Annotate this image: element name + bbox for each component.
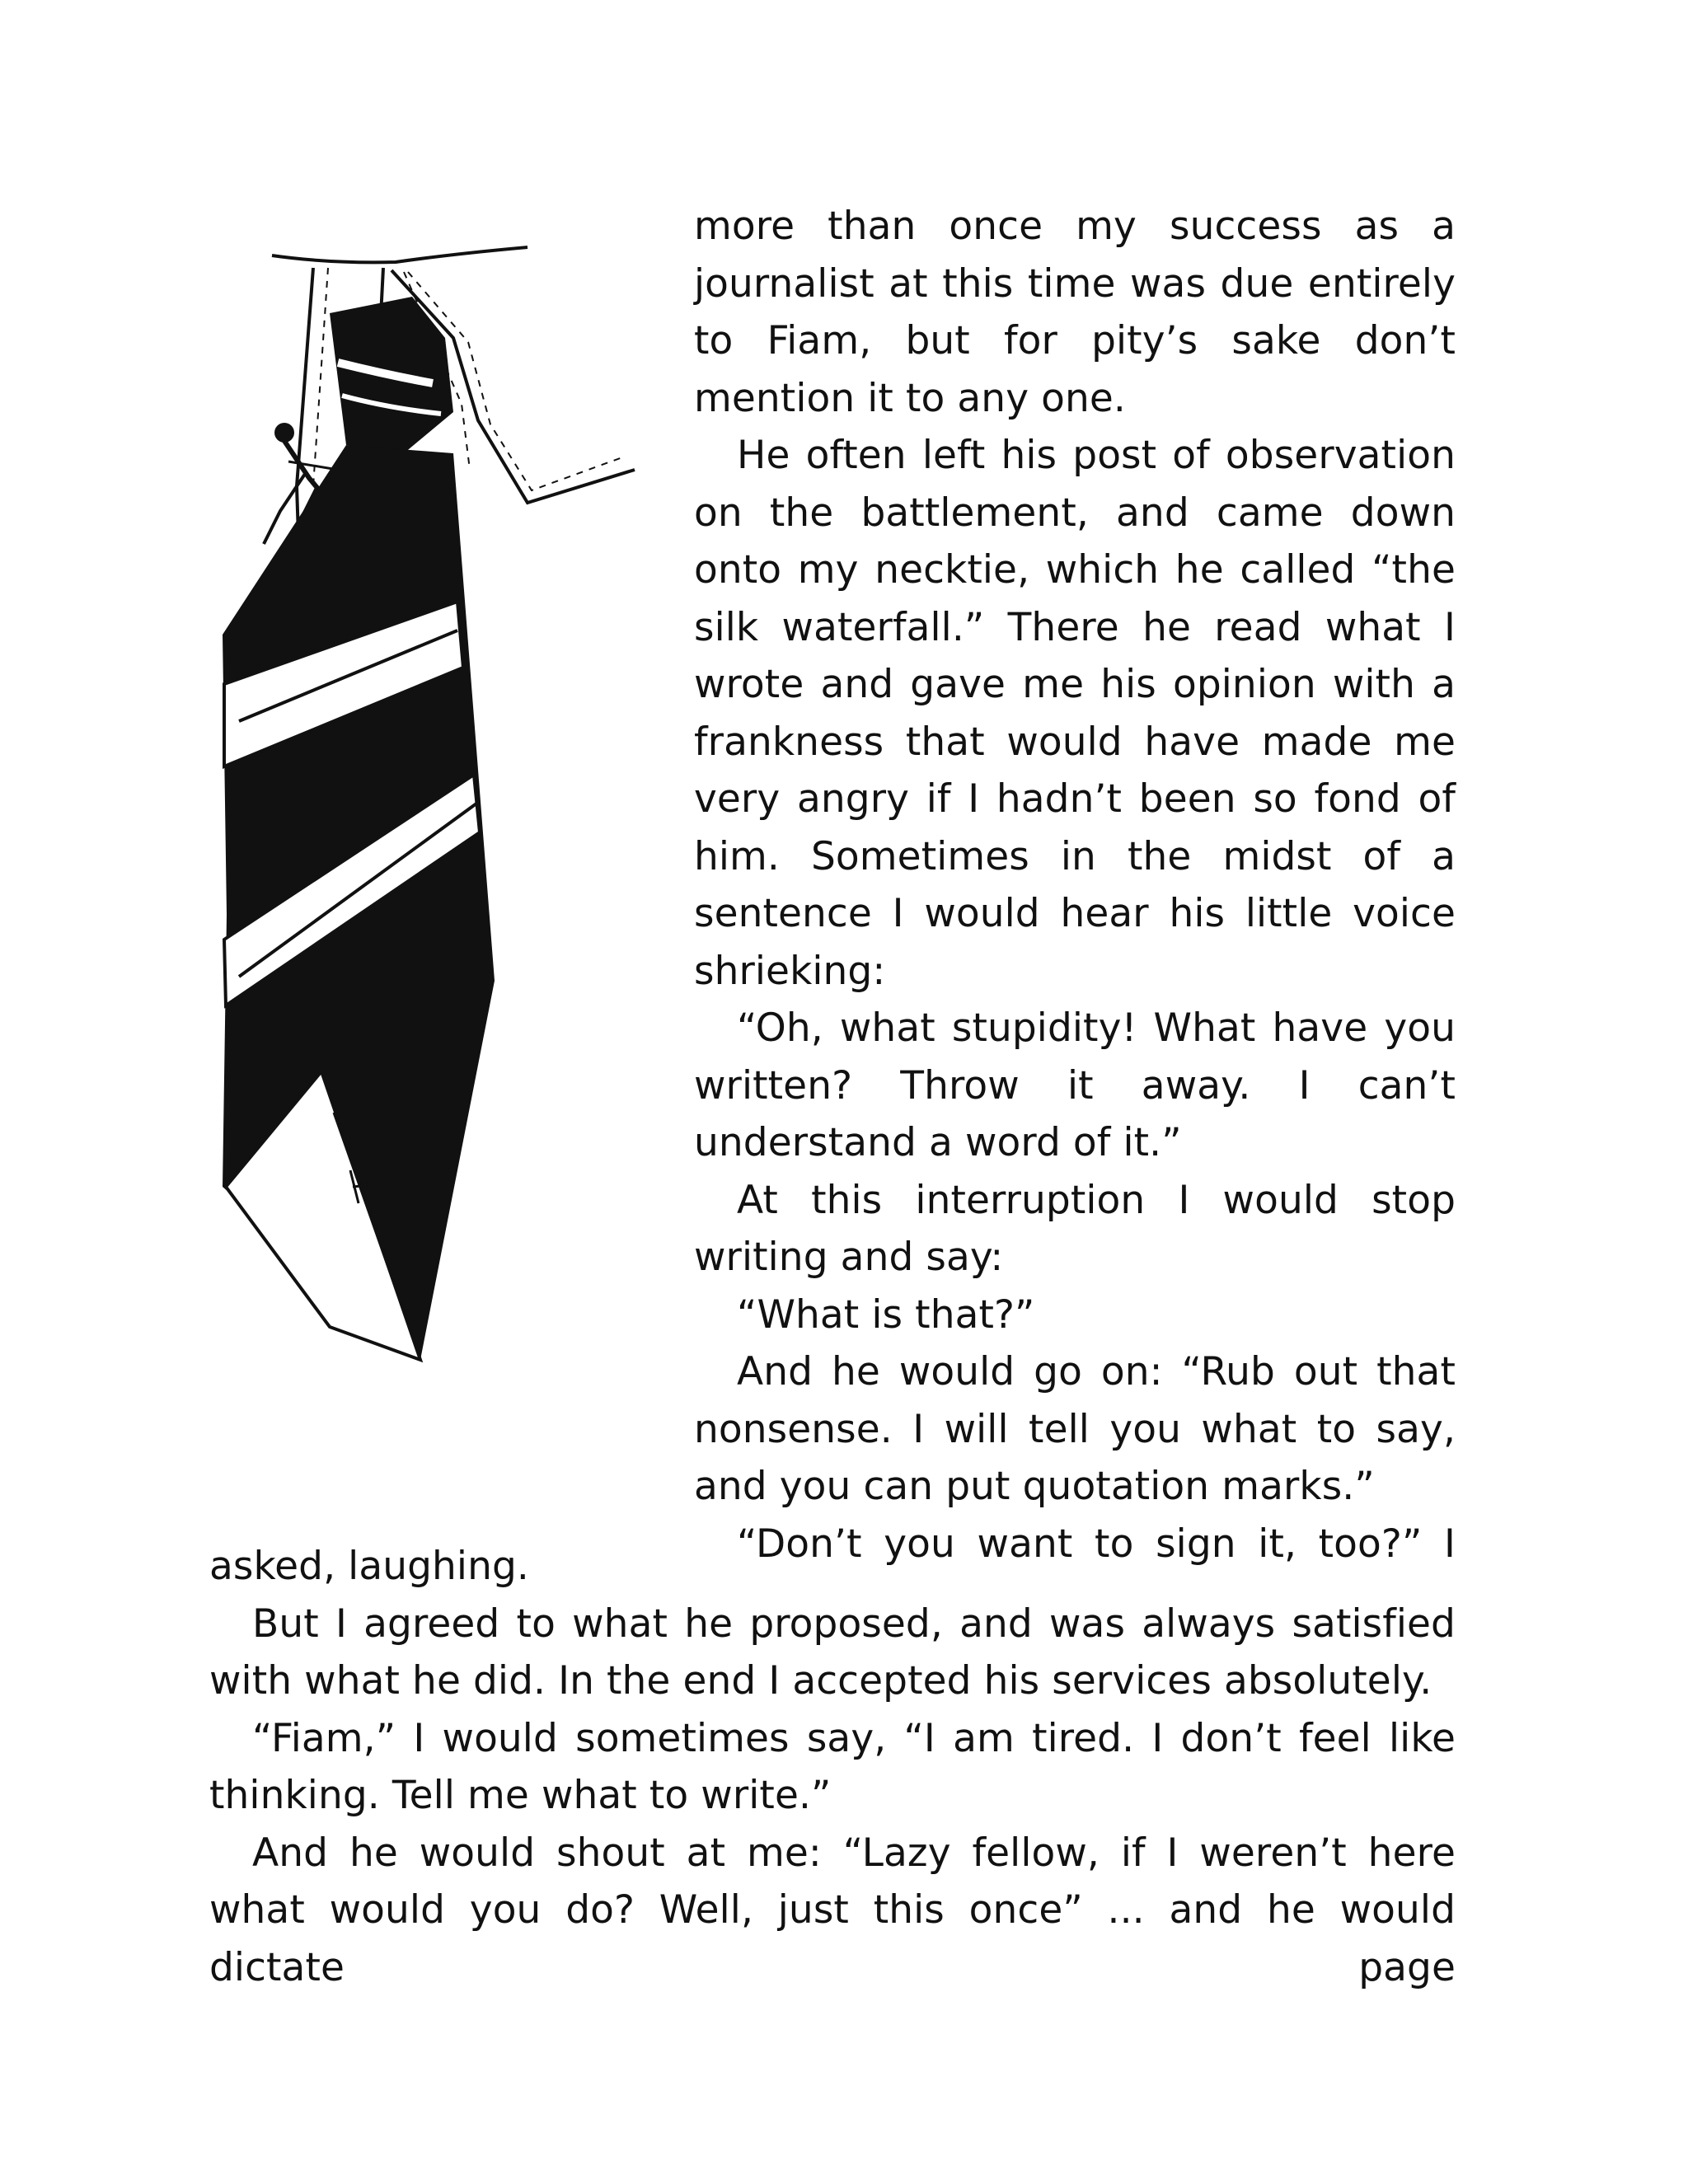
paragraph-5: “What is that?” (737, 1291, 1035, 1338)
paragraph-4: At this interruption I would stop writing and say: (694, 1177, 1456, 1280)
necktie-illustration (206, 239, 651, 1426)
paragraph-1: more than once my success as a journalist at this time was due entirely to Fiam, but for pity’s sake don’t mention it to any one. (694, 204, 1456, 421)
necktie-drawing (206, 239, 651, 1426)
paragraph-2: He often left his post of observation on the battlement, and came down onto my necktie, which he called “the silk waterfall.” There he read what I wrote and gave me his opinion with a frankness that would have made me very angry if I hadn’t been so fond of him. Sometimes in the midst of a sentence I would hear his little voice shrieking: (694, 433, 1456, 994)
right-text-column (694, 198, 1456, 1572)
paragraph-3: “Oh, what stupidity! What have you written? Throw it away. I can’t understand a word of it.” (694, 1005, 1456, 1165)
paragraph-9: “Fiam,” I would sometimes say, “I am tired. I don’t feel like thinking. Tell me what to write.” (209, 1715, 1456, 1818)
paragraph-7-start: “Don’t you want to sign it, too?” I (737, 1521, 1456, 1567)
full-width-text-column (209, 1538, 1456, 1996)
paragraph-6: And he would go on: “Rub out that nonsense. I will tell you what to say, and you can put quotation marks.” (694, 1349, 1456, 1509)
paragraph-7-end: asked, laughing. (209, 1544, 529, 1589)
paragraph-10: And he would shout at me: “Lazy fellow, if I weren’t here what would you do? Well, just this once” ... and he would dictate page (209, 1830, 1456, 1990)
paragraph-8: But I agreed to what he proposed, and was always satisfied with what he did. In the end I accepted his services absolutely. (209, 1601, 1456, 1704)
